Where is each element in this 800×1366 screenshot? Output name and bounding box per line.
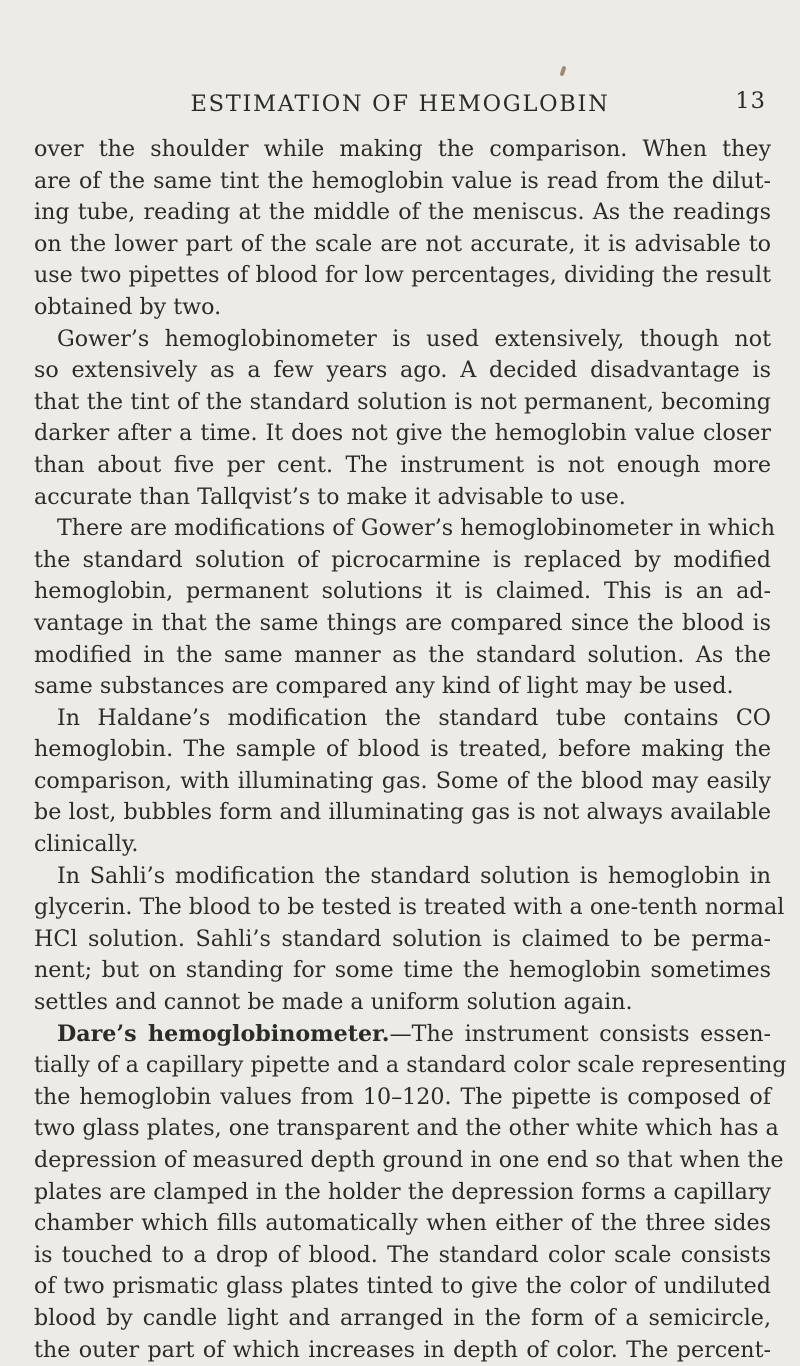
text-line: modified in the same manner as the standard solution. As the [34, 641, 771, 668]
text-line: than about five per cent. The instrument is not enough more [34, 451, 771, 478]
text-line: There are modifications of Gower’s hemoglobinometer in which [57, 515, 776, 542]
running-head: ESTIMATION OF HEMOGLOBIN [190, 91, 610, 117]
text-line: over the shoulder while making the comparison. When they [34, 136, 771, 162]
paragraph [34, 1019, 787, 1366]
body-text [34, 134, 787, 1366]
text-line: plates are clamped in the holder the depression forms a capillary [34, 1178, 771, 1205]
ink-speck [560, 66, 567, 77]
text-line: so extensively as a few years ago. A decided disadvantage is [34, 357, 771, 384]
text-line: HCl solution. Sahli’s standard solution is claimed to be perma- [34, 925, 771, 952]
text-line: comparison, with illuminating gas. Some of the blood may easily [34, 767, 771, 794]
text-line: the standard solution of picrocarmine is replaced by modified [34, 546, 771, 573]
text-line [34, 1019, 771, 1051]
page-number: 13 [735, 88, 766, 114]
text-line: tially of a capillary pipette and a standard color scale representing [34, 1052, 787, 1079]
text-line: ing tube, reading at the middle of the meniscus. As the readings [34, 199, 771, 226]
page-header [0, 86, 800, 122]
text-line: hemoglobin. The sample of blood is treated, before making the [34, 736, 771, 763]
text-line: darker after a time. It does not give the hemoglobin value closer [34, 420, 771, 447]
text-line: on the lower part of the scale are not accurate, it is advisable to [34, 230, 771, 257]
text-line: accurate than Tallqvist’s to make it advisable to use. [34, 483, 626, 510]
text-line: are of the same tint the hemoglobin value is read from the dilut- [34, 167, 771, 194]
text-line: be lost, bubbles form and illuminating gas is not always available [34, 799, 771, 826]
text-line: settles and cannot be made a uniform solution again. [34, 989, 633, 1016]
paragraph [34, 861, 785, 1019]
text-line: same substances are compared any kind of light may be used. [34, 673, 734, 700]
text-line: the hemoglobin values from 10–120. The pipette is composed of [34, 1083, 771, 1110]
paragraph [34, 703, 771, 861]
text-line: that the tint of the standard solution is not permanent, becoming [34, 388, 771, 415]
paragraph [34, 134, 771, 324]
text-line: In Sahli’s modification the standard solution is hemoglobin in [57, 862, 771, 889]
paragraph [34, 513, 776, 703]
text-line: hemoglobin, permanent solutions it is claimed. This is an ad- [34, 578, 771, 605]
text-line: is touched to a drop of blood. The standard color scale consists [34, 1241, 771, 1268]
text-line: glycerin. The blood to be tested is treated with a one-tenth normal [34, 894, 785, 921]
text-line: nent; but on standing for some time the hemoglobin sometimes [34, 957, 771, 984]
text-line: of two prismatic glass plates tinted to give the color of undiluted [34, 1273, 771, 1300]
text-line: chamber which fills automatically when either of the three sides [34, 1210, 771, 1237]
text-line: vantage in that the same things are compared since the blood is [34, 609, 771, 636]
paragraph [34, 324, 771, 514]
text-line: two glass plates, one transparent and the other white which has a [34, 1115, 779, 1142]
text-line: the outer part of which increases in depth of color. The percent- [34, 1336, 771, 1363]
text-run: —The instrument consists essen- [389, 1020, 771, 1047]
text-line: depression of measured depth ground in one end so that when the [34, 1147, 784, 1173]
text-line: clinically. [34, 831, 139, 858]
text-line: In Haldane’s modification the standard tube contains CO [57, 704, 771, 731]
text-line: use two pipettes of blood for low percentages, dividing the result [34, 262, 771, 289]
text-line: Gower’s hemoglobinometer is used extensively, though not [57, 325, 771, 352]
section-heading: Dare’s hemoglobinometer. [57, 1020, 390, 1047]
text-line: obtained by two. [34, 293, 222, 320]
text-line: blood by candle light and arranged in the form of a semicircle, [34, 1304, 771, 1331]
